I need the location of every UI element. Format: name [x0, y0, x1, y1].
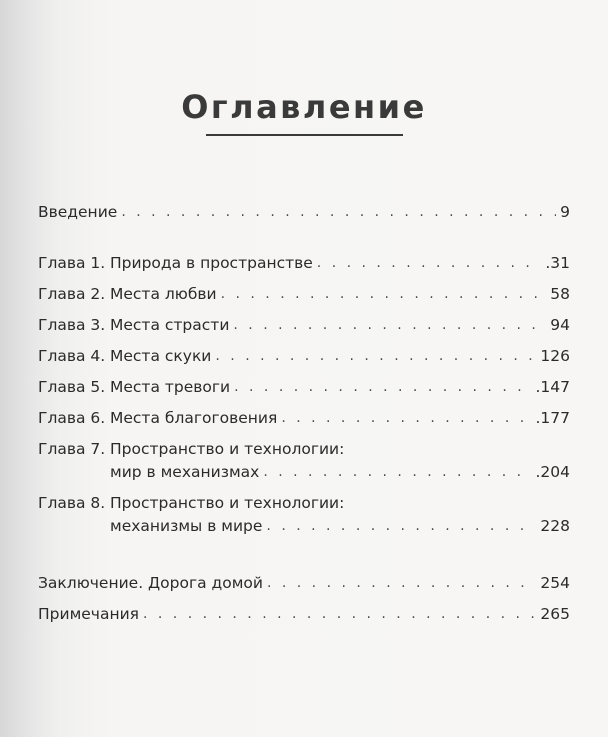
chapter-title: Места страсти — [110, 316, 230, 334]
chapter-title-line-2: мир в механизмах — [110, 463, 260, 481]
chapter-label: Глава 1. — [38, 254, 106, 272]
chapter-label: Глава 7. — [38, 440, 106, 458]
chapter-title: Места любви — [110, 285, 217, 303]
chapter-title: Места тревоги — [110, 378, 231, 396]
toc-page-number: .204 — [535, 463, 570, 481]
table-of-contents — [38, 198, 570, 626]
toc-page-number: 228 — [540, 517, 570, 535]
toc-page-number: 254 — [540, 574, 570, 592]
chapter-label: Глава 4. — [38, 347, 106, 365]
toc-leader-dots — [281, 407, 531, 430]
chapter-label: Глава 8. — [38, 494, 106, 512]
page-title: Оглавление — [181, 88, 427, 126]
toc-entry-chapter-5 — [38, 376, 570, 407]
chapter-title: Места скуки — [110, 347, 212, 365]
toc-entry-chapter-8 — [38, 492, 570, 546]
toc-leader-dots — [233, 314, 546, 337]
chapter-title: Места благоговения — [110, 409, 278, 427]
toc-page-number: .177 — [535, 409, 570, 427]
chapter-title-line-2: механизмы в мире — [110, 517, 263, 535]
toc-page-number: 58 — [550, 285, 570, 303]
toc-entry-title: Заключение. Дорога домой — [38, 574, 263, 592]
chapter-title-line-1: Пространство и технологии: — [110, 494, 345, 512]
toc-page-number: 9 — [560, 203, 570, 221]
chapter-label: Глава 6. — [38, 409, 106, 427]
toc-entry-chapter-6 — [38, 407, 570, 438]
toc-entry-chapter-3 — [38, 314, 570, 345]
toc-leader-dots — [267, 572, 536, 595]
title-underline — [206, 134, 403, 136]
toc-leader-dots — [263, 461, 531, 484]
toc-leader-dots — [143, 603, 536, 626]
toc-leader-dots — [234, 376, 531, 399]
toc-entry-notes — [38, 595, 570, 626]
toc-entry-title: Примечания — [38, 605, 139, 623]
chapter-label: Глава 2. — [38, 285, 106, 303]
chapter-label: Глава 5. — [38, 378, 106, 396]
toc-entry-conclusion — [38, 564, 570, 595]
toc-page-number: 265 — [540, 605, 570, 623]
chapter-title: Природа в пространстве — [110, 254, 313, 272]
toc-entry-chapter-1 — [38, 252, 570, 283]
toc-leader-dots — [266, 515, 536, 538]
toc-leader-dots — [221, 283, 547, 306]
toc-page-number: 126 — [540, 347, 570, 365]
toc-leader-dots — [215, 345, 536, 368]
toc-entry-chapter-4 — [38, 345, 570, 376]
toc-page-number: .31 — [545, 254, 570, 272]
chapter-label: Глава 3. — [38, 316, 106, 334]
toc-page-number: .147 — [535, 378, 570, 396]
chapter-title-line-1: Пространство и технологии: — [110, 440, 345, 458]
toc-entry-introduction — [38, 198, 570, 224]
toc-leader-dots — [121, 201, 556, 224]
toc-entry-chapter-2 — [38, 283, 570, 314]
toc-page-number: 94 — [550, 316, 570, 334]
toc-entry-title: Введение — [38, 203, 118, 221]
toc-leader-dots — [317, 252, 542, 275]
toc-entry-chapter-7 — [38, 438, 570, 492]
